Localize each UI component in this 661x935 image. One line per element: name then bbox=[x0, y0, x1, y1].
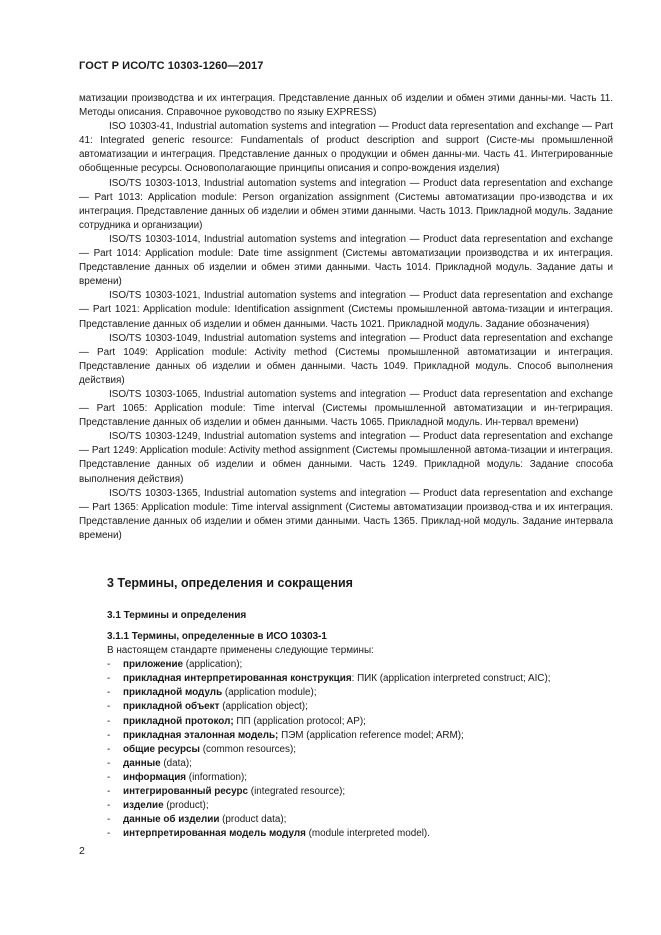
term-detail: (application object); bbox=[219, 701, 308, 713]
terms-list bbox=[107, 658, 613, 841]
term-item: - интерпретированная модель модуля (module interpreted model). bbox=[107, 828, 430, 840]
term-name: прикладной объект bbox=[123, 701, 220, 713]
reference-paragraph: ISO/TS 10303-1021, Industrial automation systems and integration — Product data representation and exchange — Part 1021: Application module: Identification assignment (Системы промышленной автома-тизации и интеграция. Представление данных об изделии и обмен данными. Часть 1021. Прикладной модуль. Задание обозначения) bbox=[79, 290, 613, 330]
term-detail: (application); bbox=[183, 659, 243, 671]
term-item: - прикладной объект (application object); bbox=[107, 701, 308, 713]
term-detail: (integrated resource); bbox=[248, 786, 346, 798]
term-item: - прикладная эталонная модель; ПЭМ (application reference model; ARM); bbox=[107, 729, 464, 741]
term-item: - данные (data); bbox=[107, 757, 192, 769]
term-name: данные bbox=[123, 757, 161, 769]
terms-intro: В настоящем стандарте применены следующие термины: bbox=[107, 645, 374, 657]
term-detail: (application module); bbox=[222, 687, 317, 699]
subsubsection-title: 3.1.1 Термины, определенные в ИСО 10303-1 bbox=[107, 631, 327, 642]
terms-block bbox=[107, 630, 613, 841]
term-detail: (data); bbox=[160, 757, 192, 769]
term-name: прикладной протокол; bbox=[123, 715, 234, 727]
reference-paragraph: матизации производства и их интеграция. Представление данных об изделии и обмен этими данны-ми. Часть 11. Методы описания. Справочное руководство по языку EXPRESS) bbox=[79, 93, 613, 119]
document-header: ГОСТ Р ИСО/ТС 10303-1260—2017 bbox=[79, 60, 264, 72]
page-number: 2 bbox=[79, 845, 85, 857]
term-item: - интегрированный ресурс (integrated resource); bbox=[107, 786, 346, 798]
term-detail: ПП (application protocol; AP); bbox=[233, 715, 366, 727]
term-name: данные об изделии bbox=[123, 814, 220, 826]
term-item: - информация (information); bbox=[107, 771, 247, 783]
term-name: приложение bbox=[123, 659, 184, 671]
term-name: изделие bbox=[123, 800, 164, 812]
normative-references-continued bbox=[79, 92, 613, 543]
term-item: - прикладной протокол; ПП (application protocol; AP); bbox=[107, 715, 366, 727]
term-item: - приложение (application); bbox=[107, 659, 243, 671]
term-item: - прикладной модуль (application module); bbox=[107, 687, 317, 699]
reference-paragraph: ISO/TS 10303-1014, Industrial automation systems and integration — Product data representation and exchange — Part 1014: Application module: Date time assignment (Системы автоматизации производства и их интеграция. Представление данных об изделии и обмен этими данными. Часть 1014. Прикладной модуль. Задание даты и времени) bbox=[79, 233, 613, 288]
term-detail: (product); bbox=[163, 800, 209, 812]
term-name: общие ресурсы bbox=[123, 743, 200, 755]
term-name: прикладная эталонная модель; bbox=[123, 729, 279, 741]
term-detail: ПЭМ (application reference model; ARM); bbox=[278, 729, 464, 741]
term-name: информация bbox=[123, 771, 187, 783]
subsection-title: 3.1 Термины и определения bbox=[107, 610, 247, 621]
reference-paragraph: ISO/TS 10303-1065, Industrial automation systems and integration — Product data representation and exchange — Part 1065: Application module: Time interval (Системы промышленной автоматизации и ин-тегрирация. Представление данных об изделии и обмен данными. Часть 1065. Прикладной модуль. Ин-тервал времени) bbox=[79, 388, 613, 429]
term-detail: (information); bbox=[186, 771, 247, 783]
reference-paragraph: ISO 10303-41, Industrial automation systems and integration — Product data representation and exchange — Part 41: Integrated generic resource: Fundamentals of product description and support (Систе-мы промышленной автоматизации и интеграция. Представление данных о продукции и обмен данны-ми. Часть 41. Интегрированные обобщенные ресурсы. Основополагающие принципы описания и сопро-вождения изделия) bbox=[79, 121, 613, 175]
term-item: - данные об изделии (product data); bbox=[107, 814, 287, 826]
term-detail: (product data); bbox=[219, 814, 287, 826]
section-title: 3 Термины, определения и сокращения bbox=[107, 576, 353, 590]
term-name: прикладная интерпретированная конструкция bbox=[123, 673, 352, 685]
reference-paragraph: ISO/TS 10303-1365, Industrial automation systems and integration — Product data representation and exchange — Part 1365: Application module: Time interval assignment (Системы автоматизации производ-ства и их интеграция. Представление данных об изделии и обмен этими данными. Часть 1365. Приклад-ной модуль. Задание интервала времени) bbox=[79, 487, 613, 541]
term-detail: : ПИК (application interpreted construct; AIC); bbox=[351, 673, 551, 685]
term-name: интегрированный ресурс bbox=[123, 786, 249, 798]
term-item: - изделие (product); bbox=[107, 800, 209, 812]
term-item: - прикладная интерпретированная конструкция: ПИК (application interpreted construct; AIC); bbox=[107, 673, 551, 685]
reference-paragraph: ISO/TS 10303-1249, Industrial automation systems and integration — Product data representation and exchange — Part 1249: Application module: Activity method assignment (Системы промышленной автома-тизации и интеграция. Представление данных об изделии и обмен данными. Часть 1249. Прикладной модуль: Задание способа выполнения действия) bbox=[79, 431, 613, 485]
term-name: интерпретированная модель модуля bbox=[123, 828, 306, 840]
reference-paragraph: ISO/TS 10303-1049, Industrial automation systems and integration — Product data representation and exchange — Part 1049: Application module: Activity method (Системы промышленной автоматизации и интеграция. Представление данных об изделии и обмен данными. Часть 1049. Прикладной модуль. Способ выполнения действия) bbox=[79, 332, 613, 386]
term-detail: (common resources); bbox=[199, 743, 297, 755]
term-detail: (module interpreted model). bbox=[305, 828, 430, 840]
term-item: - общие ресурсы (common resources); bbox=[107, 743, 297, 755]
reference-paragraph: ISO/TS 10303-1013, Industrial automation systems and integration — Product data representation and exchange — Part 1013: Application module: Person organization assignment (Системы автоматизации про-изводства и их интеграция. Представление данных об изделии и обмен этими данными. Часть 1013. Прикладной модуль. Задание сотрудника и организации) bbox=[79, 177, 613, 231]
term-name: прикладной модуль bbox=[123, 687, 223, 699]
